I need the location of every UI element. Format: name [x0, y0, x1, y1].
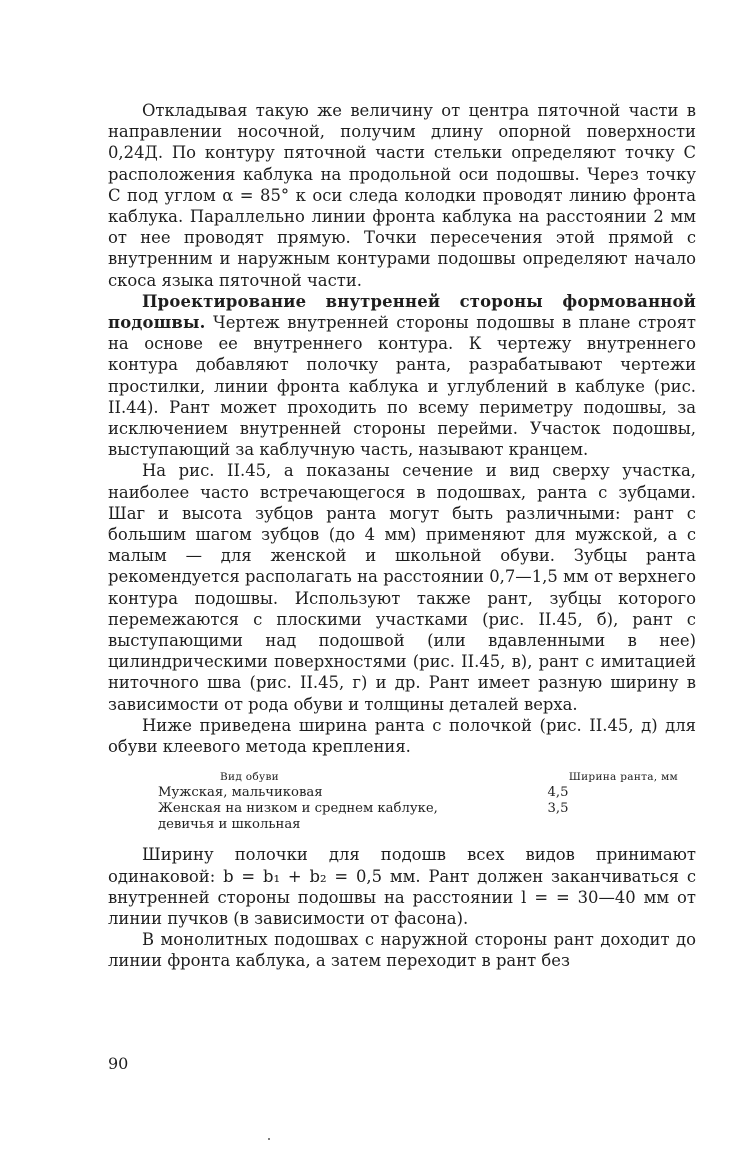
speck [268, 1138, 270, 1140]
table-row [158, 785, 678, 801]
paragraph-1: Откладывая такую же величину от центра пяточной части в направлении носочной, получим длину опорной поверхности 0,24Д. По контуру пяточной части стельки определяют точку С расположения каблука на продольной оси подошвы. Через точку С под углом α = 85° к оси следа колодки проводят линию фронта каблука. Параллельно линии фронта каблука на расстоянии 2 мм от нее проводят прямую. Точки пересечения этой прямой с внутренним и наружным контурами подошвы определяют начало скоса языка пяточной части. [108, 101, 696, 290]
paragraph-5: Ширину полочки для подошв всех видов принимают одинаковой: b = b₁ + b₂ = 0,5 мм. Рант должен заканчиваться с внутренней стороны подошвы на расстоянии l = = 30—40 мм от линии пучков (в зависимости от фасона). [108, 845, 696, 928]
table-cell-width: 4,5 [547, 785, 569, 801]
table-row-continuation [158, 817, 678, 832]
welt-width-table [158, 771, 678, 832]
paragraph-2 [108, 291, 696, 461]
paragraph-6: В монолитных подошвах с наружной стороны рант доходит до линии фронта каблука, а затем переходит в рант без [108, 930, 696, 971]
paragraph-4: Ниже приведена ширина ранта с полочкой (рис. II.45, д) для обуви клеевого метода крепления. [108, 715, 696, 757]
table-header-width: Ширина ранта, мм [568, 771, 678, 784]
paragraph-2-body: Чертеж внутренней стороны подошвы в плане строят на основе ее внутреннего контура. К чертежу внутреннего контура добавляют полочку ранта, разрабатывают чертежи простилки, линии фронта каблука и углублений в каблуке (рис. II.44). Рант может проходить по всему периметру подошвы, за исключением внутренней стороны перейми. Участок подошвы, выступающий за каблучную часть, называют кранцем. [108, 313, 696, 460]
table-row [158, 801, 678, 817]
table-cell-kind: Мужская, мальчиковая [158, 785, 323, 801]
paragraph-2-heading: Проектирование внутренней стороны формованной подошвы. [108, 291, 696, 333]
table-header-kind: Вид обуви [220, 771, 279, 784]
table-header [158, 771, 678, 783]
table-cell-kind: Женская на низком и среднем каблуке, [158, 801, 438, 817]
table-cell-width: 3,5 [547, 801, 569, 817]
page-body [108, 100, 696, 972]
paragraph-3: На рис. II.45, а показаны сечение и вид сверху участка, наиболее часто встречающегося в подошвах, ранта с зубцами. Шаг и высота зубцов ранта могут быть различными: рант с большим шагом зубцов (до 4 мм) применяют для мужской, а с малым — для женской и школьной обуви. Зубцы ранта рекомендуется располагать на расстоянии 0,7—1,5 мм от верхнего контура подошвы. Используют также рант, зубцы которого перемежаются с плоскими участками (рис. II.45, б), рант с выступающими над подошвой (или вдавленными в нее) цилиндрическими поверхностями (рис. II.45, в), рант с имитацией ниточного шва (рис. II.45, г) и др. Рант имеет разную ширину в зависимости от рода обуви и толщины деталей верха. [108, 461, 696, 714]
page-number: 90 [108, 1054, 129, 1073]
table-cell-kind-cont: девичья и школьная [158, 817, 301, 833]
